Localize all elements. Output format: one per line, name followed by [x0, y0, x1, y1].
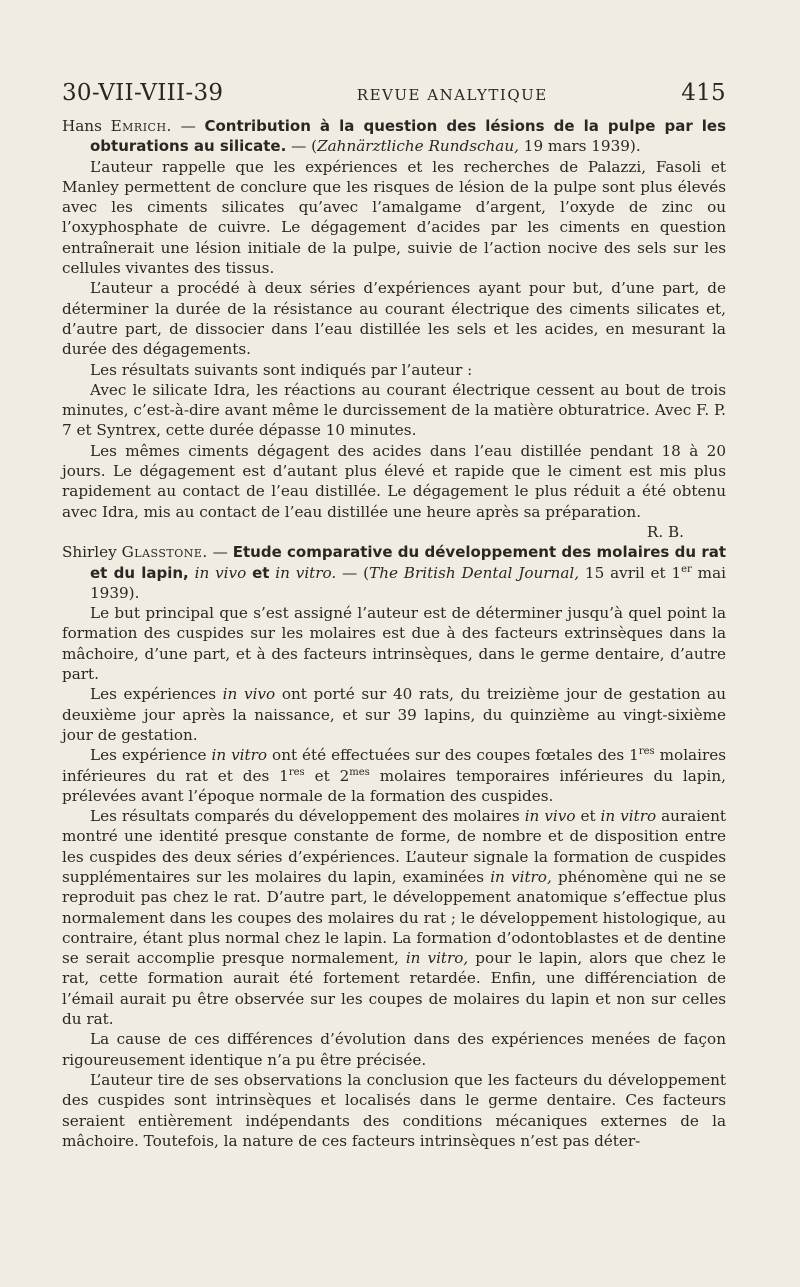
article2-date-post: mai 1939).	[90, 563, 726, 602]
article1-dash1: —	[180, 117, 196, 135]
p2-text-b: ont porté sur 40 rats, du treizième jour de gestation au deuxième jour après la naissance, et sur 39 lapins, du quinzième au vingt-sixième jour de gestation.	[62, 685, 726, 744]
p4-text-e: pour le lapin, alors que chez le rat, cette formation aurait été fortement retardée. Enfin, une différenciation de l’émail aurait pu être observée sur les coupes de molaires du lapin et non sur celles du rat.	[62, 949, 726, 1029]
page-content	[62, 80, 726, 1151]
article2-author-last: Glasstone.	[121, 543, 208, 562]
article2-date-sup: er	[681, 563, 692, 575]
p4-text-d: phénomène qui ne se reproduit pas chez le rat. D’autre part, le développement anatomique s’effectue plus normalement dans les coupes des molaires du rat ; le développement histologique, au contraire, étant plus normal chez le lapin. La formation d’odontoblastes et de dentine se serait accomplie presque normalement,	[62, 867, 726, 968]
issue-date: 30-VII-VIII-39	[62, 80, 224, 106]
article1-date: 19 mars 1939).	[523, 137, 641, 156]
article2-paragraph: L’auteur tire de ses observations la conclusion que les facteurs du développement des cuspides sont intrinsèques et localisés dans le germe dentaire. Ces facteurs seraient entièrement indépendants des conditions mécaniques externes de la mâchoire. Toutefois, la nature de ces facteurs intrinsèques n’est pas déter-	[62, 1070, 726, 1150]
article2-source: The British Dental Journal,	[369, 563, 580, 582]
page-number: 415	[681, 80, 726, 106]
article2-paragraph	[62, 745, 726, 806]
article1-paragraph: Les résultats suivants sont indiqués par l’auteur :	[90, 360, 473, 379]
article2-date-pre: 15 avril et 1	[584, 563, 682, 582]
p4-text-b: et	[575, 807, 601, 826]
running-header	[62, 80, 726, 106]
p4-em3: in vitro,	[490, 867, 552, 886]
article1-paragraph: Les mêmes ciments dégagent des acides dans l’eau distillée pendant 18 à 20 jours. Le dégagement est d’autant plus élevé et rapide que le ciment est mis plus rapidement au contact de l’eau distillée. Le dégagement le plus réduit a été obtenu avec Idra, mis au contact de l’eau distillée une heure après sa préparation.	[62, 441, 726, 521]
article2-in-vitro: in vitro.	[275, 563, 337, 582]
article1-title: Contribution à la question des lésions de la pulpe par les obturations au silicate.	[90, 117, 727, 156]
article2-et: et	[252, 563, 270, 582]
article1-paragraph: Avec le silicate Idra, les réactions au courant électrique cessent au bout de trois minutes, c’est-à-dire avant même le durcissement de la matière obturatrice. Avec F. P. 7 et Syntrex, cette durée dépasse 10 minutes.	[62, 380, 726, 440]
article2-paragraph: La cause de ces différences d’évolution dans des expériences menées de façon rigoureusement identique n’a pu être précisée.	[62, 1030, 726, 1069]
p3-sup1: res	[638, 746, 655, 758]
article2-source-open: (	[363, 563, 370, 582]
article2-paragraph	[62, 806, 726, 1029]
article2-author-first: Shirley	[62, 543, 117, 562]
p4-text-c: auraient montré une identité presque constante de forme, de nombre et de disposition entre les cuspides des deux séries d’expériences. L’auteur signale la formation de cuspides supplémentaires sur les molaires du lapin, examinées	[62, 807, 726, 886]
article2-in-vivo: in vivo	[194, 563, 247, 582]
article2-paragraph	[62, 684, 726, 745]
article1-heading	[62, 116, 726, 157]
article1-source: Zahnärztliche Rundschau,	[317, 137, 519, 156]
article2-dash1: —	[212, 543, 228, 562]
article2-heading	[62, 542, 726, 603]
p3-sup2: res	[288, 766, 305, 778]
article1-signature: R. B.	[646, 522, 684, 541]
p3-text-b: ont été effectuées sur des coupes fœtales des 1	[267, 746, 639, 765]
journal-title: REVUE ANALYTIQUE	[356, 86, 548, 104]
article1-source-open: (	[311, 137, 318, 156]
article2-dash2: —	[342, 563, 358, 582]
article2-paragraph: Le but principal que s’est assigné l’auteur est de déterminer jusqu’à quel point la formation des cuspides sur les molaires est due à des facteurs extrinsèques dans la mâchoire, d’une part, et à des facteurs intrinsèques, dans le germe dentaire, d’autre part.	[62, 604, 726, 684]
article1-dash2: —	[291, 137, 307, 156]
p3-text-a: Les expérience	[90, 746, 212, 765]
p2-text-a: Les expériences	[90, 685, 223, 704]
p3-text-d: et 2	[304, 766, 350, 785]
article1-author-last: Emrich.	[110, 117, 172, 135]
p4-em2: in vitro	[600, 807, 657, 826]
p3-em: in vitro	[211, 746, 268, 765]
p2-em: in vivo	[222, 685, 276, 704]
article1-paragraph: L’auteur rappelle que les expériences et les recherches de Palazzi, Fasoli et Manley permettent de conclure que les risques de lésion de la pulpe sont plus élevés avec les ciments silicates qu’avec l’amalgame d’argent, l’oxyde de zinc ou l’oxyphosphate de cuivre. Le dégagement d’acides par les ciments en question entraînerait une lésion initiale de la pulpe, suivie de l’action nocive des sels sur les cellules vivantes des tissus.	[62, 157, 726, 278]
p3-text-e: molaires temporaires inférieures du lapin, prélevées avant l’époque normale de la formation des cuspides.	[62, 766, 726, 805]
article1-paragraph: L’auteur a procédé à deux séries d’expériences ayant pour but, d’une part, de déterminer la durée de la résistance au courant électrique des ciments silicates et, d’autre part, de dissocier dans l’eau distillée les sels et les acides, en mesurant la durée des dégagements.	[62, 279, 726, 359]
p3-sup3: mes	[349, 766, 370, 778]
p4-text-a: Les résultats comparés du développement des molaires	[90, 807, 525, 826]
article2-title: Etude comparative du développement des molaires du rat et du lapin,	[90, 543, 727, 582]
p3-text-c: molaires inférieures du rat et des 1	[62, 746, 727, 785]
p4-em4: in vitro,	[405, 949, 469, 968]
article1-author-first: Hans	[62, 117, 102, 135]
p4-em1: in vivo	[524, 807, 576, 826]
